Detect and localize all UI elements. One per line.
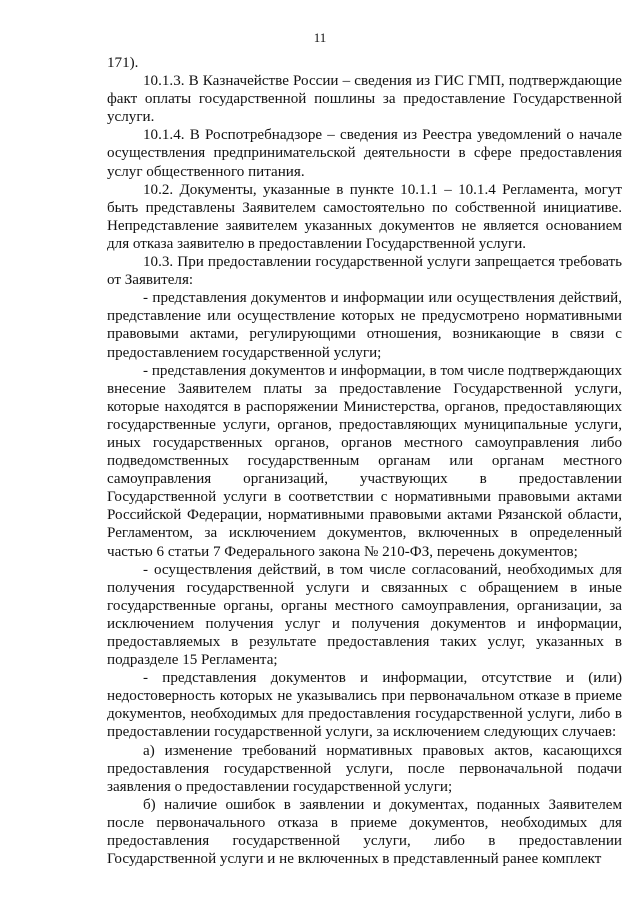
list-item-documents-in-possession: - представления документов и информации, в том числе подтверждающих внесение Заявителем платы за предоставление Государственной услуги, которые находятся в распоряжении Министерства, органов, предоставляющих государственные услуги, органов, предоставляющих муниципальные услуги, иных государственных органов, органов местного самоуправления либо подведомственных государственным органам или органам местного самоуправления организаций, участвующих в предоставлении Государственной услуги в соответствии с нормативными правовыми актами Российской Федерации, нормативными правовыми актами Рязанской области, Регламентом, за исключением документов, включенных в определенный частью 6 статьи 7 Федерального закона № 210-ФЗ, перечень документов;: [107, 362, 622, 560]
list-item-actions-approvals: - осуществления действий, в том числе согласований, необходимых для получения государственной услуги и связанных с обращением в иные государственные органы, органы местного самоуправления, организации, за исключением получения услуг и получения документов и информации, предоставляемых в результате предоставления таких услуг, указанных в подразделе 15 Регламента;: [107, 561, 622, 669]
list-item-missing-information: - представления документов и информации, отсутствие и (или) недостоверность которых не указывались при первоначальном отказе в приеме документов, необходимых для предоставления государственной услуги, либо в предоставлении государственной услуги, за исключением следующих случаев:: [107, 670, 622, 741]
page-number: 11: [313, 30, 327, 45]
paragraph-10-1-4: 10.1.4. В Роспотребнадзоре – сведения из Реестра уведомлений о начале осуществления предпринимательской деятельности в сфере предоставления услуг общественного питания.: [107, 127, 622, 180]
paragraph-10-1-3: 10.1.3. В Казначействе России – сведения из ГИС ГМП, подтверждающие факт оплаты государственной пошлины за предоставление Государственной услуги.: [107, 73, 622, 126]
list-item-documents-not-required: - представления документов и информации или осуществления действий, представление или осуществление которых не предусмотрено нормативными правовыми актами, регулирующими отношения, возникающие в связи с предоставлением государственной услуги;: [107, 290, 622, 361]
paragraph-10-3: 10.3. При предоставлении государственной услуги запрещается требовать от Заявителя:: [107, 254, 622, 289]
document-body: [107, 54, 622, 868]
paragraph-continuation: 171).: [107, 55, 139, 71]
sub-item-b: б) наличие ошибок в заявлении и документах, поданных Заявителем после первоначального отказа в приеме документов, необходимых для предоставления государственной услуги, либо в предоставлении Государственной услуги и не включенных в представленный ранее комплект: [107, 796, 622, 868]
sub-item-a: а) изменение требований нормативных правовых актов, касающихся предоставления государственной услуги, после первоначальной подачи заявления о предоставлении государственной услуги;: [107, 742, 622, 795]
paragraph-10-2: 10.2. Документы, указанные в пункте 10.1.1 – 10.1.4 Регламента, могут быть представлены Заявителем самостоятельно по собственной инициативе. Непредставление заявителем указанных документов не является основанием для отказа заявителю в предоставлении Государственной услуги.: [107, 181, 622, 252]
